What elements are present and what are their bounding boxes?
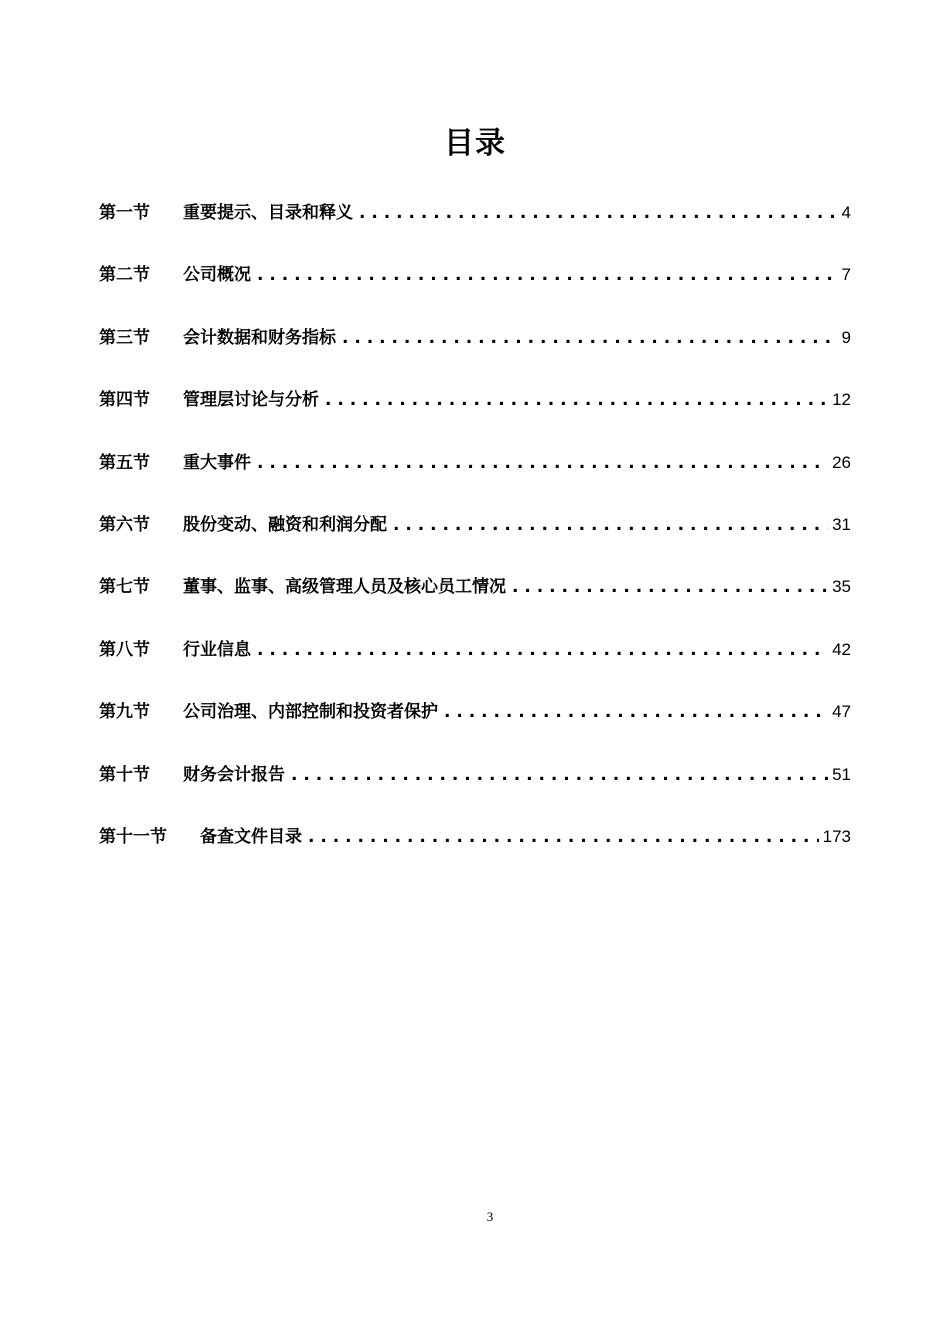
toc-page-number: 4 xyxy=(841,203,851,222)
toc-entry[interactable] xyxy=(99,323,851,385)
toc-section-name: 股份变动、融资和利润分配 xyxy=(183,514,387,535)
toc-page-number: 31 xyxy=(832,514,851,534)
toc-page-number: 42 xyxy=(832,639,851,659)
toc-dot-leader xyxy=(257,265,838,285)
toc-section-number: 第三节 xyxy=(99,327,150,348)
page-footer-number: 3 xyxy=(486,1209,494,1224)
toc-dot-leader xyxy=(444,702,828,722)
toc-section-number: 第一节 xyxy=(99,203,150,223)
toc-entry[interactable] xyxy=(99,198,851,260)
toc-section-number: 第十一节 xyxy=(99,826,167,847)
toc-section-name: 董事、监事、高级管理人员及核心员工情况 xyxy=(183,577,506,598)
toc-section-name: 行业信息 xyxy=(183,639,251,660)
toc-entry[interactable] xyxy=(99,448,851,510)
toc-entry[interactable] xyxy=(99,760,851,822)
toc-section-name: 重要提示、目录和释义 xyxy=(183,203,353,223)
toc-section-name: 财务会计报告 xyxy=(183,764,285,785)
toc-entry[interactable] xyxy=(99,572,851,634)
toc-page-number: 9 xyxy=(841,327,851,347)
toc-dot-leader xyxy=(512,577,828,597)
toc-section-number: 第六节 xyxy=(99,514,150,535)
toc-section-name: 会计数据和财务指标 xyxy=(183,327,336,348)
toc-page-number: 12 xyxy=(832,390,851,410)
toc-dot-leader xyxy=(257,640,828,660)
toc-section-name: 公司治理、内部控制和投资者保护 xyxy=(183,702,438,723)
toc-entry[interactable] xyxy=(99,260,851,322)
toc-entry[interactable] xyxy=(99,385,851,447)
toc-section-number: 第十节 xyxy=(99,764,150,785)
toc-section-name: 重大事件 xyxy=(183,452,251,473)
toc-entry[interactable] xyxy=(99,635,851,697)
toc-entry[interactable] xyxy=(99,822,851,884)
toc-dot-leader xyxy=(257,453,828,473)
toc-entry[interactable] xyxy=(99,510,851,572)
toc-section-name: 管理层讨论与分析 xyxy=(183,390,319,411)
toc-section-number: 第八节 xyxy=(99,639,150,660)
toc-section-number: 第五节 xyxy=(99,452,150,473)
toc-page-number: 51 xyxy=(832,764,851,784)
toc-section-number: 第七节 xyxy=(99,577,150,598)
table-of-contents xyxy=(99,198,851,884)
toc-page-number: 47 xyxy=(832,702,851,722)
toc-section-name: 备查文件目录 xyxy=(200,826,302,847)
toc-dot-leader xyxy=(359,203,838,223)
toc-dot-leader xyxy=(325,390,828,410)
toc-section-number: 第九节 xyxy=(99,702,150,723)
toc-page-number: 7 xyxy=(841,265,851,285)
toc-section-name: 公司概况 xyxy=(183,265,251,286)
toc-page-number: 173 xyxy=(822,826,851,846)
toc-page-number: 26 xyxy=(832,452,851,472)
toc-section-number: 第二节 xyxy=(99,265,150,286)
page-title: 目录 xyxy=(444,126,506,161)
toc-dot-leader xyxy=(308,827,819,847)
toc-dot-leader xyxy=(342,328,838,348)
toc-page-number: 35 xyxy=(832,577,851,597)
toc-dot-leader xyxy=(393,515,828,535)
toc-dot-leader xyxy=(291,765,828,785)
toc-section-number: 第四节 xyxy=(99,390,150,411)
toc-entry[interactable] xyxy=(99,697,851,759)
